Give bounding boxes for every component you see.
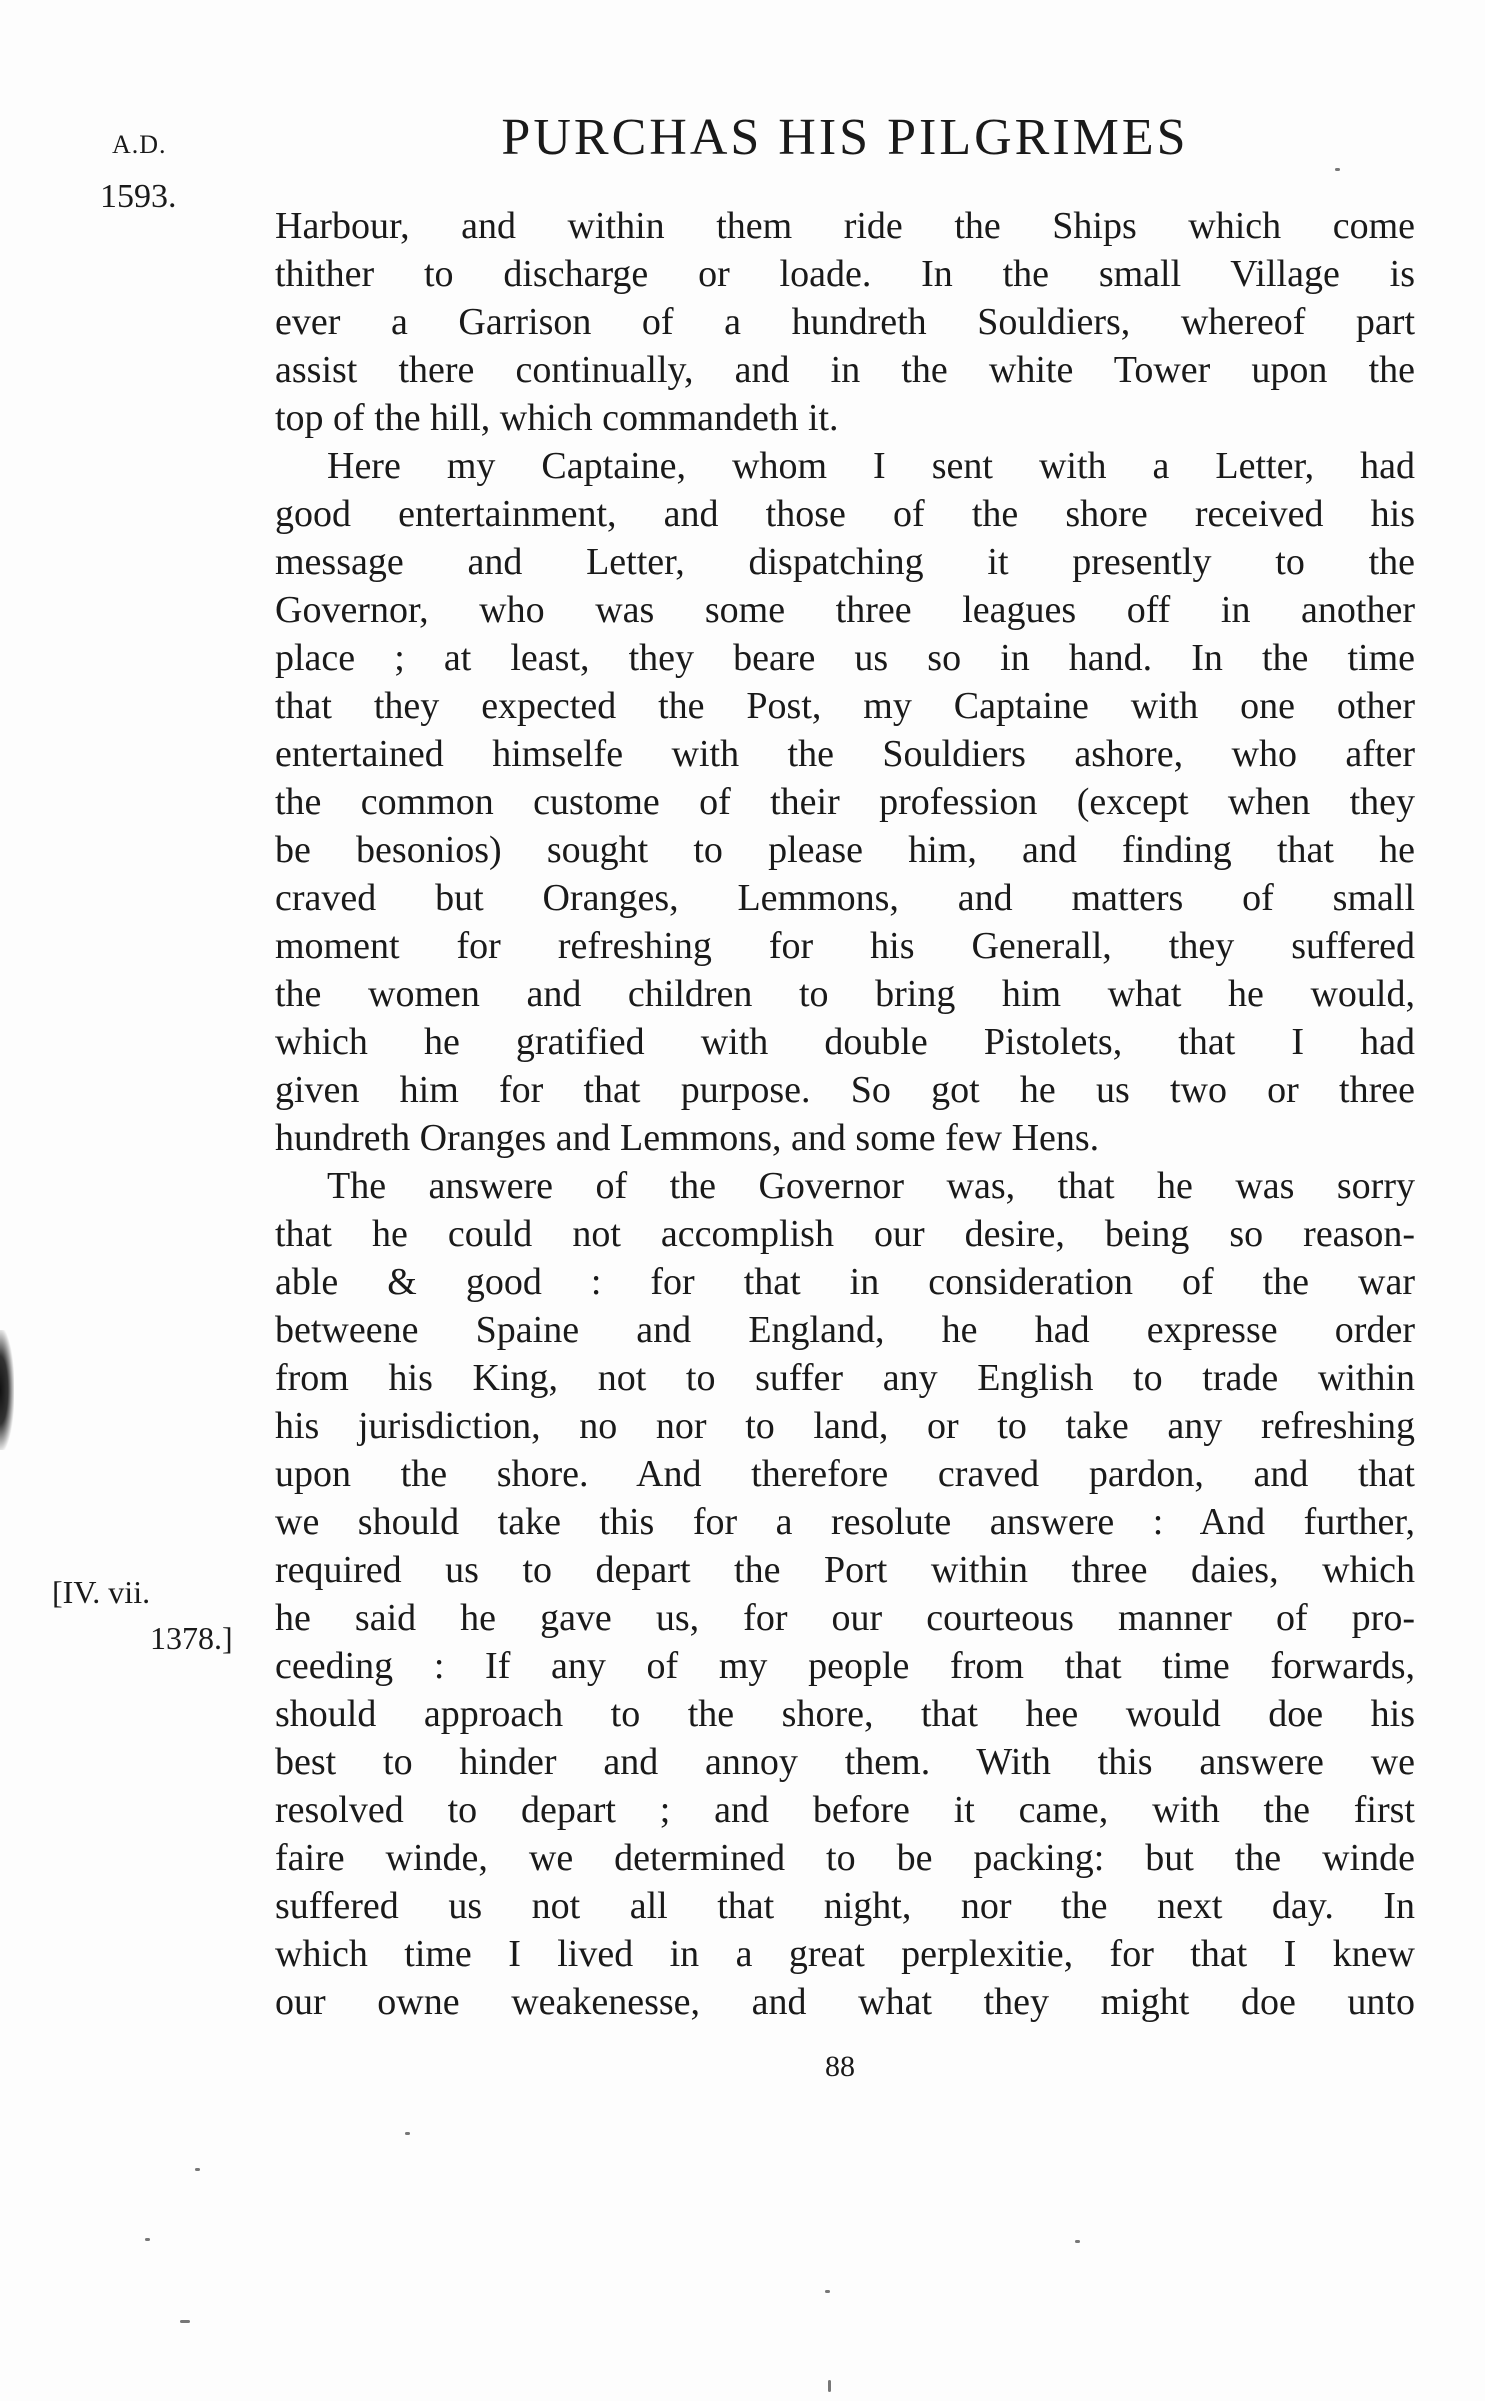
text-line: that they expected the Post, my Captaine with one other [275, 685, 1415, 727]
text-line: be besonios) sought to please him, and finding that he [275, 829, 1415, 871]
text-line: ever a Garrison of a hundreth Souldiers, whereof part [275, 301, 1415, 343]
text-line: our owne weakenesse, and what they might doe unto [275, 1981, 1415, 2023]
binding-shadow [0, 1330, 14, 1450]
page-number: 88 [825, 2050, 855, 2083]
text-line: ceeding : If any of my people from that time forwards, [275, 1645, 1415, 1687]
text-line: given him for that purpose. So got he us two or three [275, 1069, 1415, 1111]
text-line: The answere of the Governor was, that he was sorry [327, 1165, 1415, 1207]
speck [828, 2380, 831, 2392]
text-line: resolved to depart ; and before it came, with the first [275, 1789, 1415, 1831]
text-line: which he gratified with double Pistolets, that I had [275, 1021, 1415, 1063]
text-line: Harbour, and within them ride the Ships which come [275, 205, 1415, 247]
text-line: thither to discharge or loade. In the small Village is [275, 253, 1415, 295]
text-line: required us to depart the Port within three daies, which [275, 1549, 1415, 1591]
text-line: moment for refreshing for his Generall, they suffered [275, 925, 1415, 967]
text-line: hundreth Oranges and Lemmons, and some few Hens. [275, 1117, 1100, 1159]
text-line: the women and children to bring him what he would, [275, 973, 1415, 1015]
speck [1335, 168, 1340, 171]
text-line: craved but Oranges, Lemmons, and matters of small [275, 877, 1415, 919]
running-head: PURCHAS HIS PILGRIMES [501, 109, 1189, 166]
text-line: place ; at least, they beare us so in hand. In the time [275, 637, 1415, 679]
text-line: that he could not accomplish our desire, being so reason- [275, 1213, 1415, 1255]
text-line: assist there continually, and in the white Tower upon the [275, 349, 1415, 391]
speck [195, 2168, 200, 2171]
text-line: we should take this for a resolute answere : And further, [275, 1501, 1415, 1543]
speck [825, 2290, 830, 2293]
text-line: from his King, not to suffer any English to trade within [275, 1357, 1415, 1399]
text-line: betweene Spaine and England, he had expresse order [275, 1309, 1415, 1351]
body-text [275, 202, 1415, 2026]
text-line: good entertainment, and those of the shore received his [275, 493, 1415, 535]
text-line: should approach to the shore, that hee would doe his [275, 1693, 1415, 1735]
text-line: able & good : for that in consideration of the war [275, 1261, 1415, 1303]
margin-note-page: 1378.] [150, 1620, 233, 1656]
text-line: best to hinder and annoy them. With this answere we [275, 1741, 1415, 1783]
text-line: he said he gave us, for our courteous manner of pro- [275, 1597, 1415, 1639]
text-line: his jurisdiction, no nor to land, or to take any refreshing [275, 1405, 1415, 1447]
text-line: upon the shore. And therefore craved pardon, and that [275, 1453, 1415, 1495]
text-line: top of the hill, which commandeth it. [275, 397, 839, 439]
margin-year-label: A.D. [112, 130, 167, 159]
text-line: Here my Captaine, whom I sent with a Letter, had [327, 445, 1415, 487]
margin-note-volume: [IV. vii. [52, 1574, 151, 1610]
text-line: message and Letter, dispatching it presently to the [275, 541, 1415, 583]
text-line: the common custome of their profession (except when they [275, 781, 1415, 823]
speck [1075, 2240, 1080, 2243]
text-line: which time I lived in a great perplexitie, for that I knew [275, 1933, 1415, 1975]
text-line: suffered us not all that night, nor the next day. In [275, 1885, 1415, 1927]
text-line: entertained himselfe with the Souldiers ashore, who after [275, 733, 1415, 775]
margin-year: 1593. [100, 178, 177, 215]
speck [180, 2320, 190, 2323]
speck [405, 2132, 410, 2135]
text-line: faire winde, we determined to be packing: but the winde [275, 1837, 1415, 1879]
speck [145, 2238, 150, 2241]
text-line: Governor, who was some three leagues off in another [275, 589, 1415, 631]
